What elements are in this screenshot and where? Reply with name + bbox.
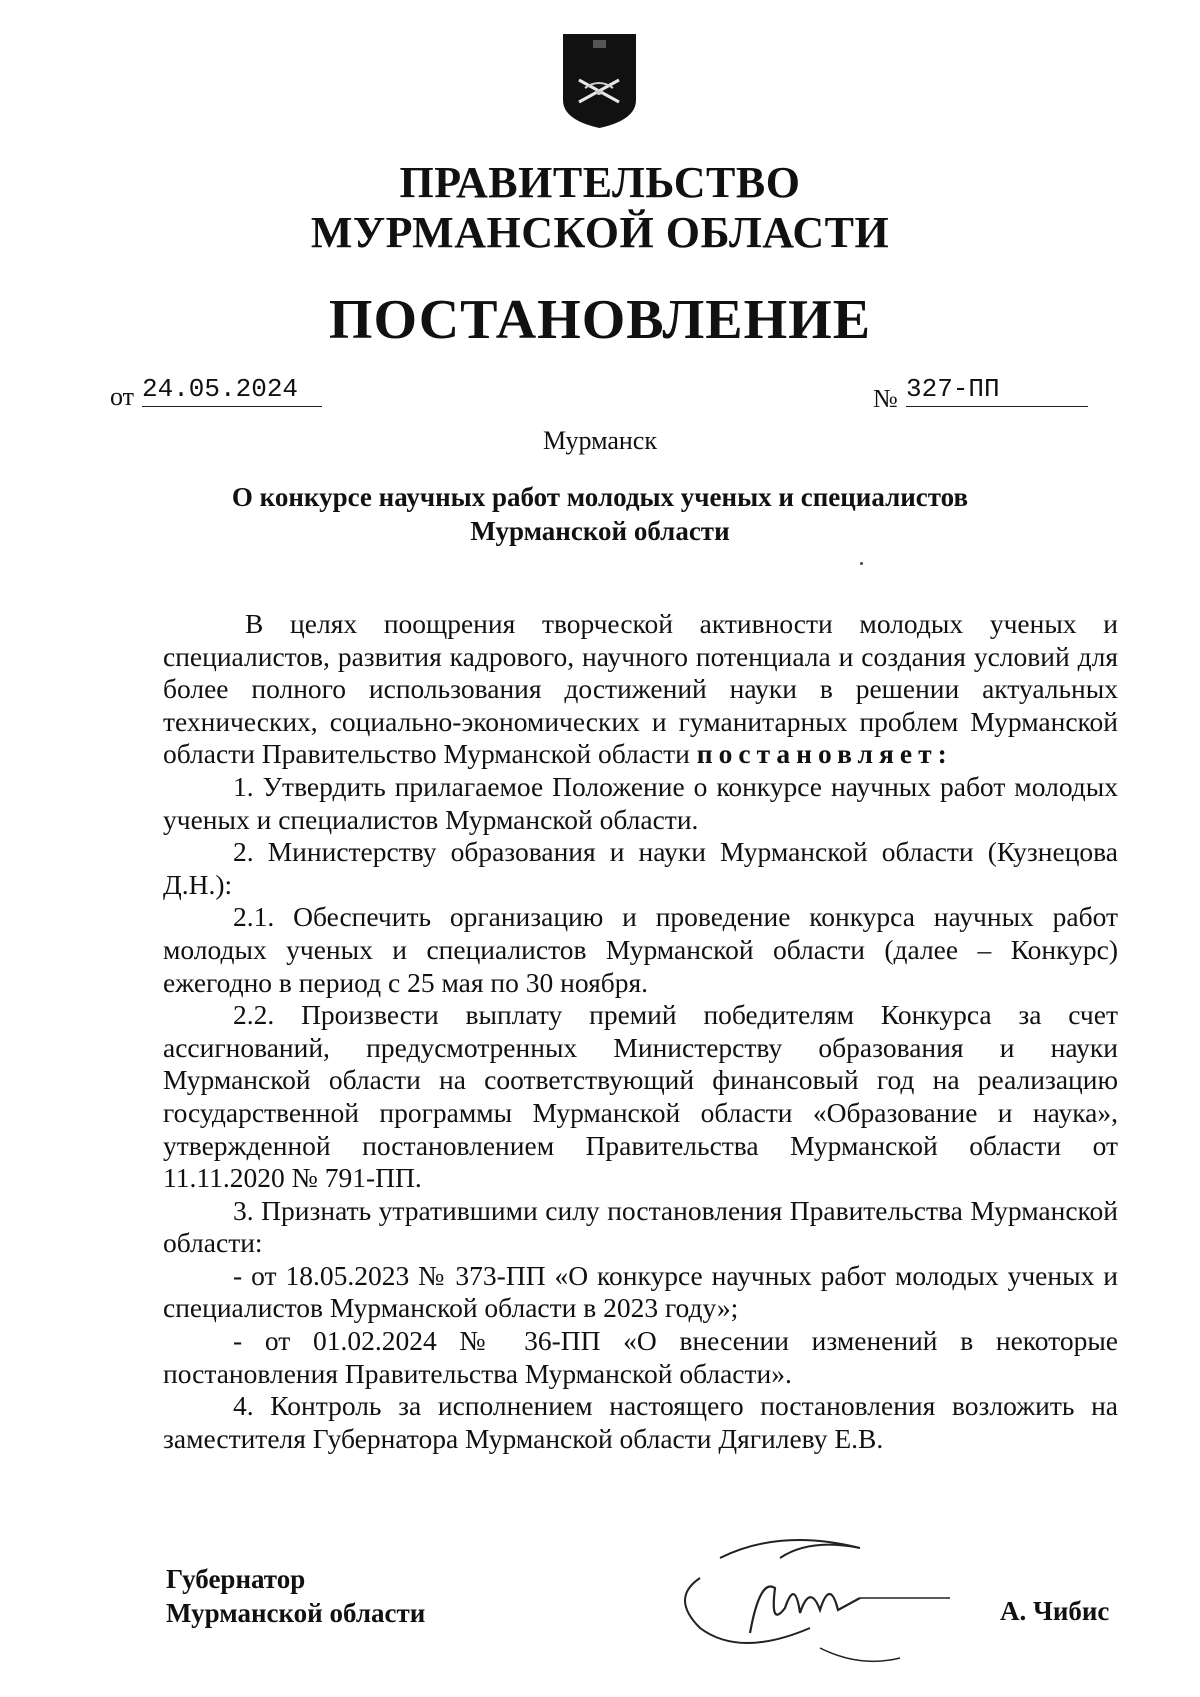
paragraph-1: 1. Утвердить прилагаемое Положение о конкурсе научных работ молодых ученых и специалистов Мурманской области.: [163, 770, 1118, 835]
paragraph-3: 3. Признать утратившими силу постановления Правительства Мурманской области:: [163, 1194, 1118, 1259]
paragraph-3-b: - от 01.02.2024 № 36-ПП «О внесении изменений в некоторые постановления Правительства Мурманской области».: [163, 1325, 1118, 1389]
handwritten-signature-icon: [660, 1518, 960, 1678]
document-title-line1: О конкурсе научных работ молодых ученых и специалистов: [231, 482, 969, 512]
preamble-text: В целях поощрения творческой активности молодых ученых и специалистов, развития кадрового, научного потенциала и создания условий для более полного использования достижений науки в решении актуальных технических, социально-экономических и гуманитарных проблем Мурманской области Правительство Мурманской области: [163, 608, 1118, 770]
government-name-line1: ПРАВИТЕЛЬСТВО: [399, 158, 801, 207]
paragraph-2-2: 2.2. Произвести выплату премий победителям Конкурса за счет ассигнований, предусмотренных Министерству образования и науки Мурманской области на соответствующий финансовый год на реализацию государственной программы Мурманской области «Образование и наука», утвержденной постановлением Правительства Мурманской области от 11.11.2020 № 791-ПП.: [163, 999, 1118, 1194]
document-type-heading: ПОСТАНОВЛЕНИЕ: [328, 289, 872, 351]
paragraph-3-a: - от 18.05.2023 № 373-ПП «О конкурсе научных работ молодых ученых и специалистов Мурманской области в 2023 году»;: [163, 1259, 1118, 1324]
coat-of-arms-icon: [557, 30, 642, 130]
document-body: [163, 608, 1118, 1455]
document-number: 327-ПП: [906, 374, 1088, 407]
preamble-paragraph: [163, 608, 1118, 771]
decree-word: постановляет:: [696, 738, 953, 770]
document-date: 24.05.2024: [142, 374, 322, 407]
scan-speck: [860, 562, 863, 565]
signatory-name: А. Чибис: [1000, 1596, 1110, 1626]
paragraph-2-1: 2.1. Обеспечить организацию и проведение конкурса научных работ молодых ученых и специалистов Мурманской области (далее – Конкурс) ежегодно в период с 25 мая по 30 ноября.: [163, 901, 1118, 998]
number-prefix: №: [873, 384, 898, 413]
signatory-position-line2: Мурманской области: [166, 1598, 426, 1628]
date-prefix: от: [110, 382, 135, 411]
government-name-line2: МУРМАНСКОЙ ОБЛАСТИ: [310, 208, 890, 257]
document-title: [150, 480, 1050, 548]
paragraph-4: 4. Контроль за исполнением настоящего постановления возложить на заместителя Губернатора Мурманской области Дягилеву Е.В.: [163, 1390, 1118, 1454]
city-name: Мурманск: [543, 426, 657, 455]
paragraph-2: 2. Министерству образования и науки Мурманской области (Кузнецова Д.Н.):: [163, 836, 1118, 900]
signatory-position-line1: Губернатор: [166, 1564, 306, 1594]
document-title-line2: Мурманской области: [470, 516, 730, 546]
signatory-position: [166, 1562, 425, 1630]
